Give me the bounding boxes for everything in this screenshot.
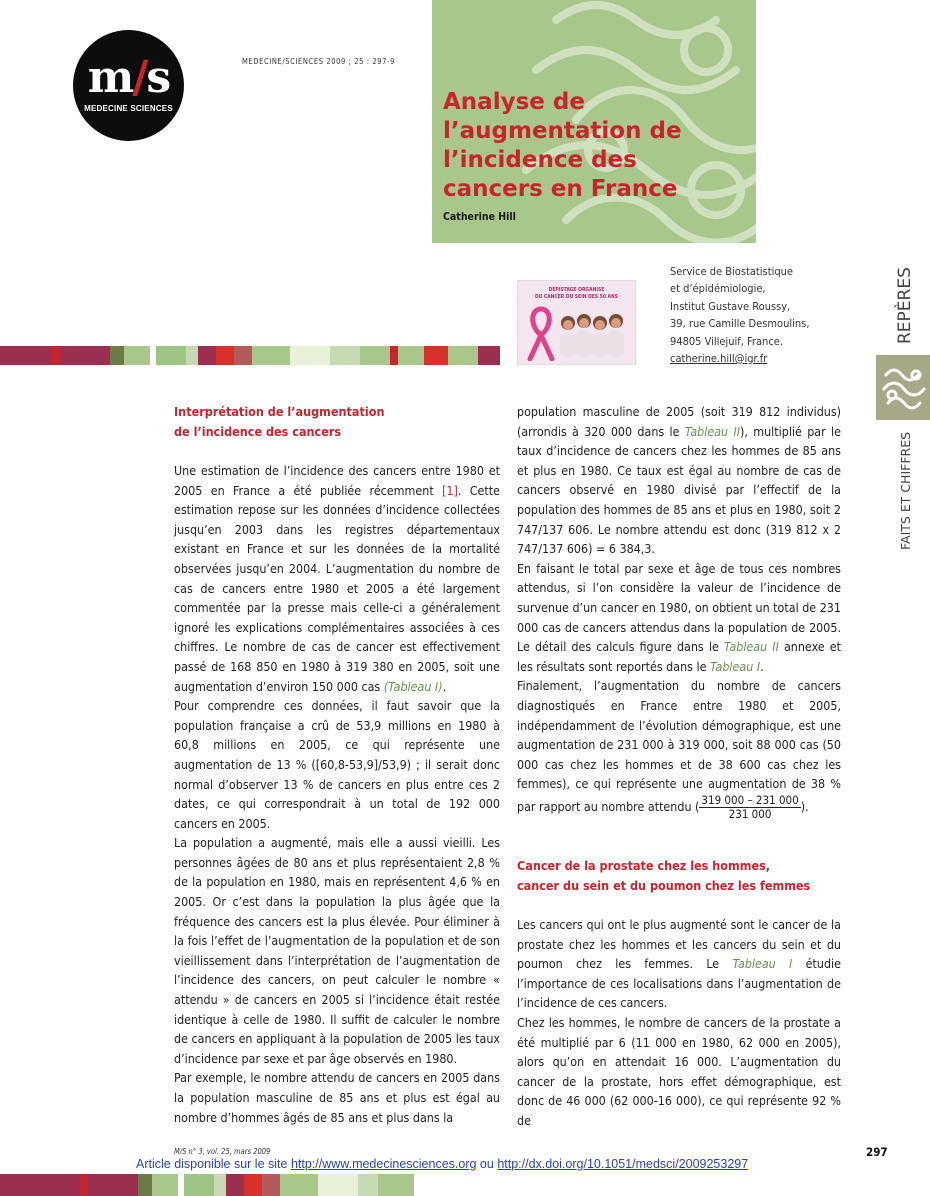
- table-reference-link[interactable]: (Tableau I): [383, 678, 443, 694]
- paragraph: Par exemple, le nombre attendu de cancers en 2005 dans la population masculine de 85 ans et plus est égal au nombre d’hommes âgés de 85 ans et plus dans la: [174, 1070, 500, 1125]
- swirl-emblem-icon: [876, 355, 930, 420]
- footer-issue-reference: M/S n° 3, vol. 25, mars 2009: [174, 1147, 271, 1156]
- fraction: $\frac{319 000 - 231 000}{231 000}$: [701, 792, 799, 821]
- table-reference-link[interactable]: Tableau II: [684, 423, 741, 439]
- article-title: Analyse de l’augmentation de l’incidence des cancers en France: [443, 89, 682, 202]
- paragraph: Finalement, l’augmentation du nombre de cancers diagnostiqués en France entre 1980 et 2005, indépendamment de l’évolution démographique, est une augmentation de 231 000 à 319 000, soit 88 000 cas (50 000 cas chez les hommes et de 38 600 cas chez les femmes), ce qui représente une augmentation de 38 % par rapport au nombre attendu ( $\frac{319 000 - 231 000}{231 000}$ ).: [517, 678, 841, 821]
- paragraph: Pour comprendre ces données, il faut savoir que la population française a crû de 53,9 millions en 1980 à 60,8 millions en 2005, ce qui représente une augmentation de 13 % ([60,8-53,9]/53,9) ; il serait donc normal d’observer 13 % de cancers en plus entre ces 2 dates, ce qui correspondrait à un total de 192 000 cancers en 2005.: [174, 698, 500, 831]
- article-author: Catherine Hill: [443, 211, 516, 223]
- affiliation-line: 94805 Villejuif, France.: [670, 334, 783, 348]
- side-emblem: [876, 355, 930, 420]
- journal-logo: [73, 30, 184, 141]
- women-group-icon: [558, 311, 632, 357]
- author-email-link[interactable]: catherine.hill@igr.fr: [670, 352, 768, 366]
- screening-poster-image: [517, 280, 636, 365]
- pink-ribbon-icon: [526, 305, 556, 361]
- section-label-reperes: [878, 262, 928, 344]
- body-column-right: [517, 402, 841, 821]
- section-label-faits-chiffres: [878, 428, 928, 553]
- citation-link[interactable]: [1]: [442, 482, 458, 498]
- affiliation-line: Service de Biostatistique: [670, 265, 793, 278]
- paragraph: population masculine de 2005 (soit 319 812 individus) (arrondis à 320 000 dans le Tableau II), multiplié par le taux d’incidence de cancers chez les hommes de 85 ans et plus en 1980. Ce taux est égal au nombre de cas de cancers observé en 1980 divisé par l’effectif de la population des hommes de 85 ans et plus en 1980, soit 2 747/137 606. Le nombre attendu est donc (319 812 x 2 747/137 606) = 6 384,3.: [517, 404, 841, 557]
- logo-mark: m/s: [87, 52, 170, 103]
- journal-reference: MEDECINE/SCIENCES 2009 ; 25 : 297-9: [242, 57, 396, 66]
- logo-subtitle: MEDECINE SCIENCES: [84, 104, 173, 113]
- author-affiliation: [670, 263, 830, 367]
- table-reference-link[interactable]: Tableau II: [723, 639, 779, 655]
- affiliation-line: et d’épidémiologie,: [670, 282, 766, 296]
- table-reference-link[interactable]: Tableau I: [732, 956, 793, 972]
- decorative-color-bar-top: [0, 346, 500, 365]
- poster-caption: DEPISTAGE ORGANISE DU CANCER DU SEIN DES 50 ANS: [534, 287, 619, 300]
- paragraph: Les cancers qui ont le plus augmenté sont le cancer de la prostate chez les hommes et les cancers du sein et du poumon chez les femmes. Le Tableau I étudie l’importance de ces localisations dans l’augmentation de l’incidence de ces cancers.: [517, 917, 841, 1011]
- table-reference-link[interactable]: Tableau I: [710, 658, 761, 674]
- availability-notice: Article disponible sur le site http://www.medecinesciences.org ou http://dx.doi.org/10.1051/medsci/2009253297: [136, 1157, 749, 1171]
- paragraph: La population a augmenté, mais elle a aussi vieilli. Les personnes âgées de 80 ans et plus représentaient 2,8 % de la population en 1980, mais en représentent 4,6 % en 2005. Or c’est dans la population la plus âgée que la fréquence des cancers est la plus élevée. Pour éliminer à la fois l’effet de l’augmentation de la population et de son vieillissement dans l’interprétation de l’augmentation de l’incidence des cancers, on peut calculer le nombre « attendu » de cancers en 2005 si l’incidence était restée identique à celle de 1980. Il suffit de calculer le nombre de cancers en appliquant à la population de 2005 les taux d’incidence par sexe et par âge observés en 1980.: [174, 835, 500, 1066]
- section-heading-interpretation: Interprétation de l’augmentation de l’incidence des cancers: [174, 404, 385, 439]
- paragraph: Chez les hommes, le nombre de cancers de la prostate a été multiplié par 6 (11 000 en 1980, 62 000 en 2005), alors qu’on en attendait 16 000. L’augmentation du cancer de la prostate, hors effet démographique, est donc de 46 000 (62 000-16 000), ce qui représente 92 % de: [517, 1014, 841, 1128]
- body-column-right-lower: [517, 915, 841, 1131]
- paragraph: Une estimation de l’incidence des cancers entre 1980 et 2005 en France a été publiée récemment [1]. Cette estimation repose sur les données d’incidence collectées jusqu’en 2003 dans les registres départementaux existant en France et sur les données de la mortalité observées jusqu’en 2004. L’augmentation du nombre de cas de cancers entre 1980 et 2005 a été largement commentée par la presse mais celle-ci a généralement ignoré les explications complémentaires associées à ces chiffres. Le nombre de cas de cancer est effectivement passé de 168 850 en 1980 à 319 380 en 2005, soit une augmentation d’environ 150 000 cas (Tableau I).: [174, 463, 501, 694]
- affiliation-line: Institut Gustave Roussy,: [670, 299, 791, 313]
- paragraph: En faisant le total par sexe et âge de tous ces nombres attendus, si l’on considère la valeur de l’incidence de survenue d’un cancer en 1980, on obtient un total de 231 000 cas de cancers attendus dans la population de 2005. Le détail des calculs figure dans le Tableau II annexe et les résultats sont reportés dans le Tableau I.: [517, 560, 841, 674]
- svg-text:REPÈRES: REPÈRES: [895, 267, 915, 344]
- decorative-color-bar-bottom: [0, 1174, 414, 1196]
- page-number: 297: [866, 1145, 888, 1159]
- svg-text:FAITS ET CHIFFRES: FAITS ET CHIFFRES: [898, 431, 913, 550]
- body-column-left: [174, 461, 500, 1127]
- affiliation-line: 39, rue Camille Desmoulins,: [670, 317, 810, 331]
- journal-site-link[interactable]: http://www.medecinesciences.org: [290, 1157, 477, 1171]
- section-heading-prostate-breast-lung: Cancer de la prostate chez les hommes, cancer du sein et du poumon chez les femmes: [517, 858, 811, 893]
- doi-link[interactable]: http://dx.doi.org/10.1051/medsci/2009253297: [497, 1157, 749, 1171]
